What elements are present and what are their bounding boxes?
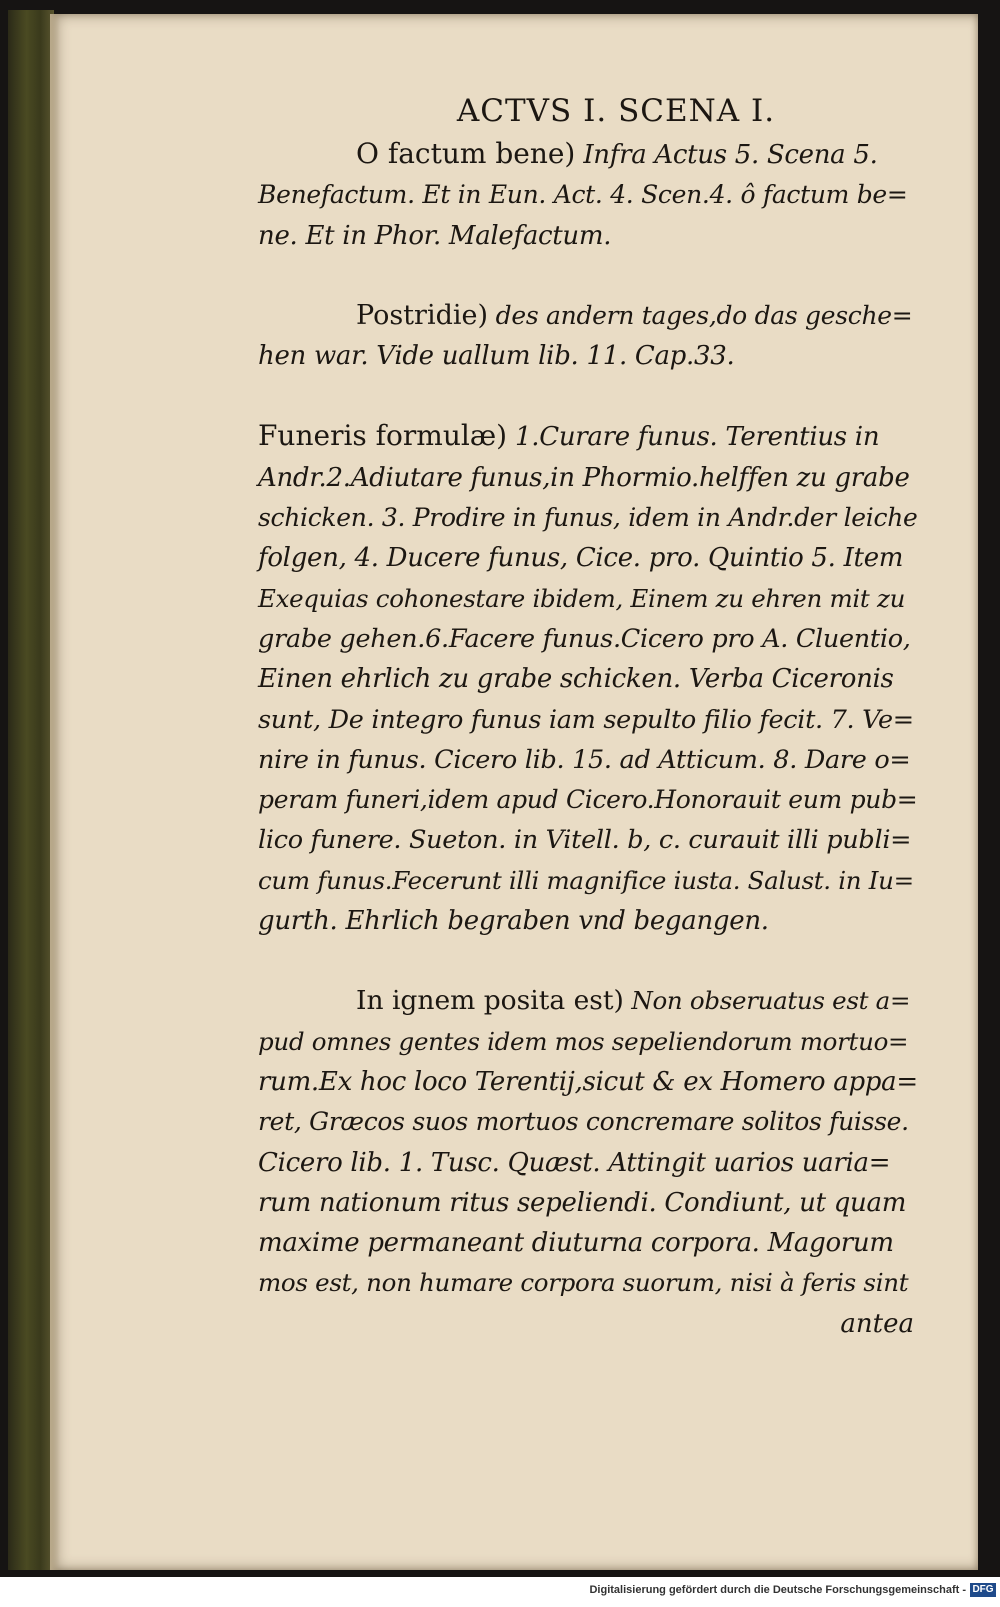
text-line: gurth. Ehrlich begraben vnd begangen. (258, 906, 769, 937)
text-line: Cicero lib. 1. Tusc. Quæst. Attingit uarios uaria= (258, 1147, 891, 1178)
text-line (258, 134, 918, 175)
text-line: peram funeri,idem apud Cicero.Honorauit eum pub= (258, 785, 918, 815)
text-line: lico funere. Sueton. in Vitell. b, c. curauit illi publi= (258, 825, 912, 856)
gloss: 1.Curare funus. Terentius in (507, 422, 880, 453)
text-line: rum.Ex hoc loco Terentij,sicut & ex Homero appa= (258, 1066, 918, 1097)
commentary-paragraph (258, 296, 918, 377)
text-line: pud omnes gentes idem mos sepeliendorum mortuo= (258, 1026, 909, 1056)
text-line: nire in funus. Cicero lib. 15. ad Atticum. 8. Dare o= (258, 744, 911, 775)
lemma: O factum bene) (356, 137, 576, 170)
commentary-paragraph (258, 416, 918, 941)
text-line: cum funus.Fecerunt illi magnifice iusta. Salust. in Iu= (258, 865, 914, 895)
gloss: Non obseruatus est a= (623, 986, 911, 1016)
book-binding (8, 10, 54, 1570)
lemma: Postridie) (356, 299, 489, 331)
text-line: Exequias cohonestare ibidem, Einem zu ehren mit zu (258, 583, 906, 613)
text-line (258, 296, 918, 336)
text-line: ret, Græcos suos mortuos concremare solitos fuisse. (258, 1107, 909, 1137)
dfg-logo-icon: DFG (970, 1583, 996, 1597)
lemma: In ignem posita est) (356, 985, 624, 1017)
gloss: des andern tages,do das gesche= (488, 300, 913, 330)
digitization-credit: Digitalisierung gefördert durch die Deutsche Forschungsgemeinschaft - (589, 1584, 966, 1596)
lemma: Funeris formulæ) (258, 419, 508, 453)
text-line: Benefactum. Et in Eun. Act. 4. Scen.4. ô factum be= (258, 180, 908, 210)
text-line: mos est, non humare corpora suorum, nisi à feris sint (258, 1268, 909, 1298)
catchword: antea (840, 1308, 914, 1339)
page-text (258, 90, 918, 1344)
text-line: Einen ehrlich zu grabe schicken. Verba Ciceronis (258, 664, 894, 695)
text-line: grabe gehen.6.Facere funus.Cicero pro A. Cluentio, (258, 623, 911, 654)
text-line: folgen, 4. Ducere funus, Cice. pro. Quintio 5. Item (258, 543, 904, 574)
text-line: ne. Et in Phor. Malefactum. (258, 220, 612, 251)
running-header: ACTVS I. SCENA I. (456, 93, 776, 129)
text-line: maxime permaneant diuturna corpora. Magorum (258, 1228, 894, 1259)
gloss: Infra Actus 5. Scena 5. (575, 140, 878, 170)
text-line (258, 981, 918, 1021)
text-line: Andr.2.Adiutare funus,in Phormio.helffen zu grabe (258, 462, 910, 493)
text-line: hen war. Vide uallum lib. 11. Cap.33. (258, 341, 735, 372)
text-line: schicken. 3. Prodire in funus, idem in Andr.der leiche (258, 503, 918, 533)
text-line: sunt, De integro funus iam sepulto filio fecit. 7. Ve= (258, 704, 914, 735)
page-gutter-shadow (50, 14, 60, 1570)
commentary-paragraph (258, 981, 918, 1303)
text-line (258, 416, 918, 457)
text-line: rum nationum ritus sepeliendi. Condiunt, ut quam (258, 1187, 907, 1218)
commentary-paragraph (258, 134, 918, 256)
